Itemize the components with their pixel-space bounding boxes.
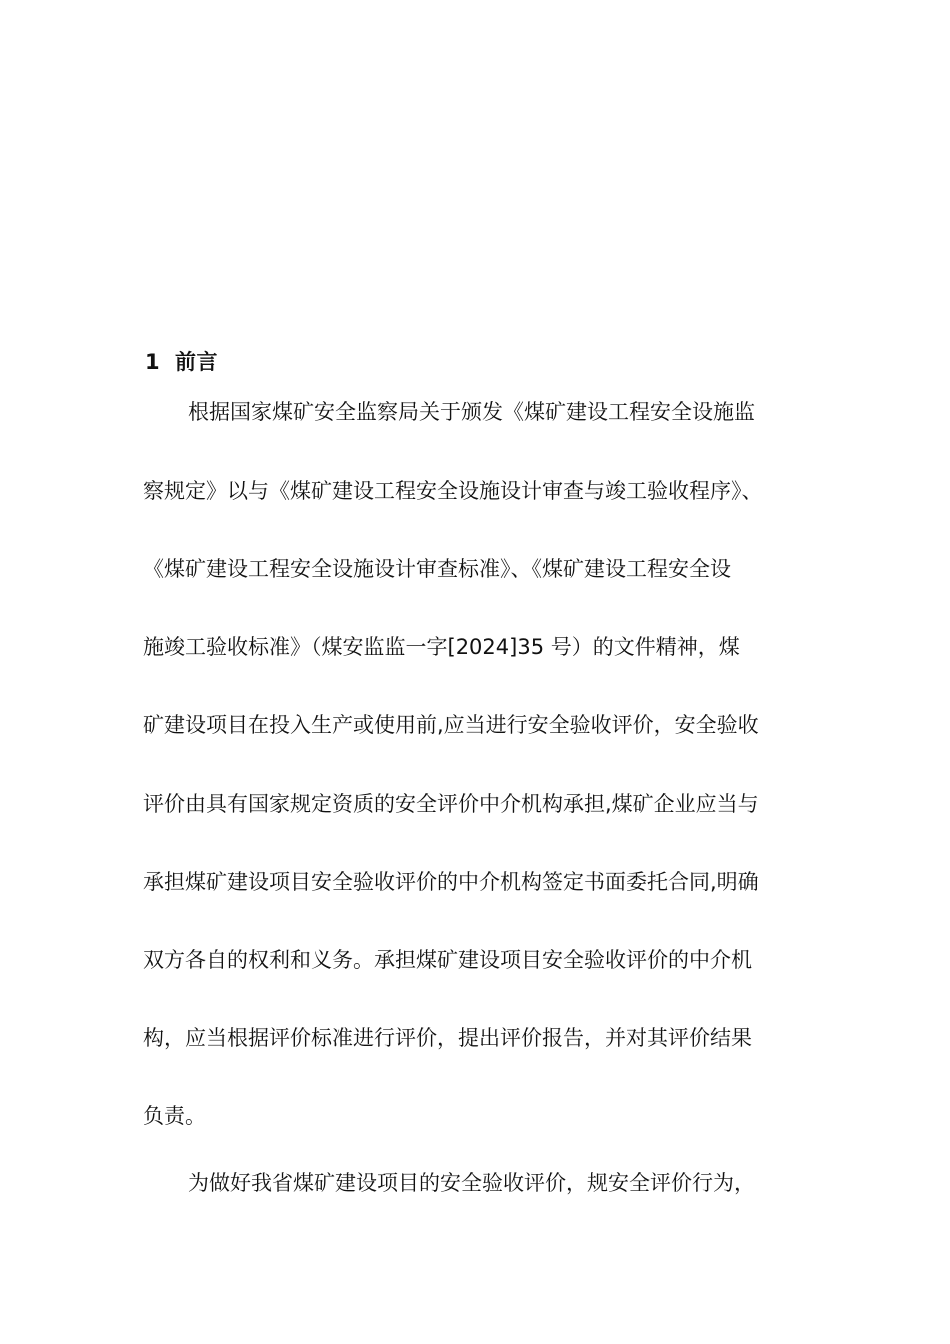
- section-number: 1: [145, 350, 161, 374]
- paragraph-line: 为做好我省煤矿建设项目的安全验收评价，规安全评价行为，: [188, 1171, 755, 1195]
- paragraph-line: 《煤矿建设工程安全设施设计审查标准》、《煤矿建设工程安全设: [143, 557, 731, 581]
- paragraph-line: 双方各自的权利和义务。承担煤矿建设项目安全验收评价的中介机: [143, 948, 752, 972]
- paragraph-line: 构，应当根据评价标准进行评价，提出评价报告，并对其评价结果: [143, 1026, 752, 1050]
- paragraph-line: 矿建设项目在投入生产或使用前,应当进行安全验收评价，安全验收: [143, 713, 759, 737]
- paragraph-line: 评价由具有国家规定资质的安全评价中介机构承担,煤矿企业应当与: [143, 792, 759, 816]
- section-heading: [145, 346, 218, 376]
- paragraph-line: 根据国家煤矿安全监察局关于颁发《煤矿建设工程安全设施监: [188, 400, 755, 424]
- section-title: 前言: [175, 350, 218, 374]
- paragraph-line: 承担煤矿建设项目安全验收评价的中介机构签定书面委托合同,明确: [143, 870, 759, 894]
- paragraph-line: 察规定》以与《煤矿建设工程安全设施设计审查与竣工验收程序》、: [143, 479, 763, 503]
- paragraph-line: 施竣工验收标准》（煤安监监一字[2024]35 号）的文件精神，煤: [143, 635, 740, 659]
- paragraph-line: 负责。: [143, 1104, 206, 1128]
